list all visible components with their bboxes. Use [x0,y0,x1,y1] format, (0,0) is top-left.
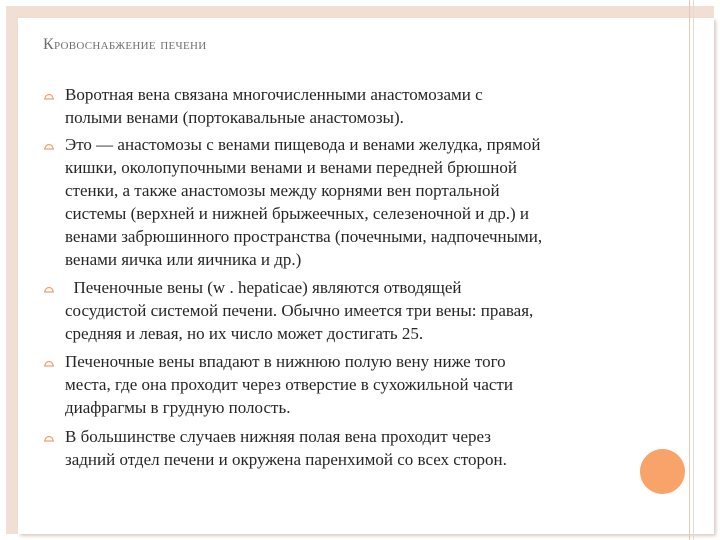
bullet-marker-icon [43,139,55,151]
slide-title: Кровоснабжение печени [43,36,207,53]
bullet-marker-icon [43,356,55,368]
decorative-circle [640,449,685,494]
decorative-line [693,0,694,540]
bullet-text: Это — анастомозы с венами пищевода и венами желудка, прямой кишки, околопупочными венами и венами передней брюшной стенки, а также анастомозы между корнями вен портальной системы (верхней и нижней брыжеечных, селезеночной и др.) и венами забрюшинного пространства (почечными, надпочечными, венами яичка или яичника и др.) [65,135,543,269]
bullet-text: В большинстве случаев нижняя полая вена проходит через задний отдел печени и окружена паренхимой со всех сторон. [65,427,507,469]
bullet-text: Печеночные вены (w . hepaticae) являются отводящей сосудистой системой печени. Обычно имеется три вены: правая, средняя и левая, но их число может достигать 25. [65,278,534,343]
bullet-marker-icon [43,89,55,101]
bullet-text: Печеночные вены впадают в нижнюю полую вену ниже того места, где она проходит через отверстие в сухожильной части диафрагмы в грудную полость. [65,352,513,417]
decorative-line [689,0,690,540]
bullet-text: Воротная вена связана многочисленными анастомозами с полыми венами (портокавальные анастомозы). [65,85,483,127]
bullet-marker-icon [43,282,55,294]
bullet-marker-icon [43,431,55,443]
